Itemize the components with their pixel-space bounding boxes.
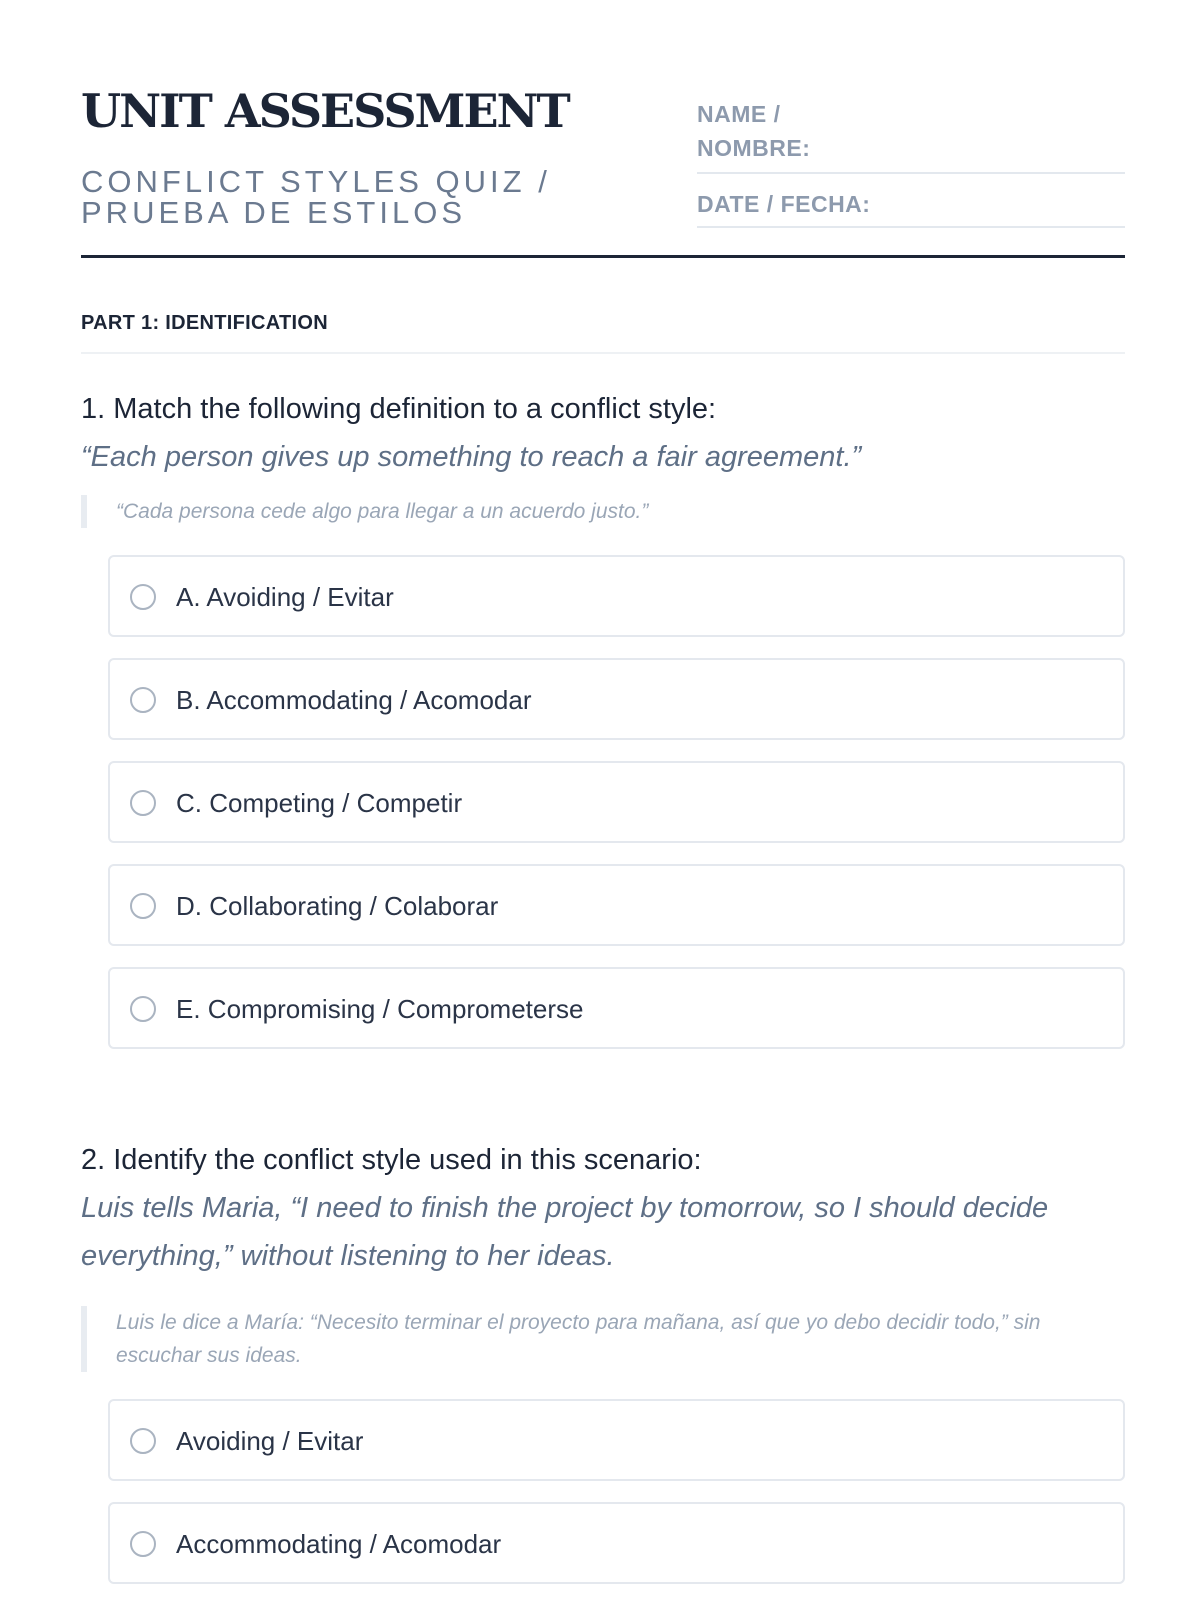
radio-button[interactable] [130, 584, 156, 610]
answer-options [108, 555, 1125, 1049]
option-label: E. Compromising / Comprometerse [176, 994, 584, 1024]
radio-button[interactable] [130, 687, 156, 713]
radio-button[interactable] [130, 1531, 156, 1557]
section-heading: PART 1: IDENTIFICATION [81, 312, 1125, 354]
option-label: D. Collaborating / Colaborar [176, 891, 499, 921]
assessment-header [81, 80, 1125, 258]
question-2 [81, 1143, 1125, 1600]
answer-option-d[interactable] [108, 864, 1125, 946]
answer-option-b[interactable] [108, 1502, 1125, 1584]
date-field[interactable] [697, 174, 1125, 228]
option-label: Accommodating / Acomodar [176, 1529, 502, 1559]
option-label: Avoiding / Evitar [176, 1426, 364, 1456]
question-translation: “Cada persona cede algo para llegar a un acuerdo justo.” [81, 495, 1125, 528]
question-text: 1. Match the following definition to a conflict style: [81, 393, 717, 425]
answer-option-b[interactable] [108, 658, 1125, 740]
question-quote: “Each person gives up something to reach a fair agreement.” [81, 441, 862, 473]
page-title: UNIT ASSESSMENT [81, 84, 569, 138]
radio-button[interactable] [130, 790, 156, 816]
name-label: NAME / NOMBRE: [697, 101, 811, 161]
name-field[interactable] [697, 80, 1125, 174]
question-translation: Luis le dice a María: “Necesito terminar el proyecto para mañana, así que yo debo decidir todo,” sin escuchar sus ideas. [81, 1306, 1125, 1372]
answer-option-a[interactable] [108, 1399, 1125, 1481]
radio-button[interactable] [130, 1428, 156, 1454]
answer-option-e[interactable] [108, 967, 1125, 1049]
radio-button[interactable] [130, 893, 156, 919]
question-text: 2. Identify the conflict style used in this scenario: [81, 1144, 702, 1176]
option-label: B. Accommodating / Acomodar [176, 685, 532, 715]
date-label: DATE / FECHA: [697, 191, 871, 217]
quiz-page [81, 0, 1125, 1600]
question-1 [81, 392, 1125, 1070]
page-subtitle: CONFLICT STYLES QUIZ / PRUEBA DE ESTILOS [81, 164, 551, 230]
answer-options [108, 1399, 1125, 1584]
option-label: A. Avoiding / Evitar [176, 582, 394, 612]
answer-option-c[interactable] [108, 761, 1125, 843]
answer-option-a[interactable] [108, 555, 1125, 637]
student-info [697, 80, 1125, 228]
question-quote: Luis tells Maria, “I need to finish the project by tomorrow, so I should decide everything,” without listening to her ideas. [81, 1192, 1049, 1272]
radio-button[interactable] [130, 996, 156, 1022]
option-label: C. Competing / Competir [176, 788, 463, 818]
